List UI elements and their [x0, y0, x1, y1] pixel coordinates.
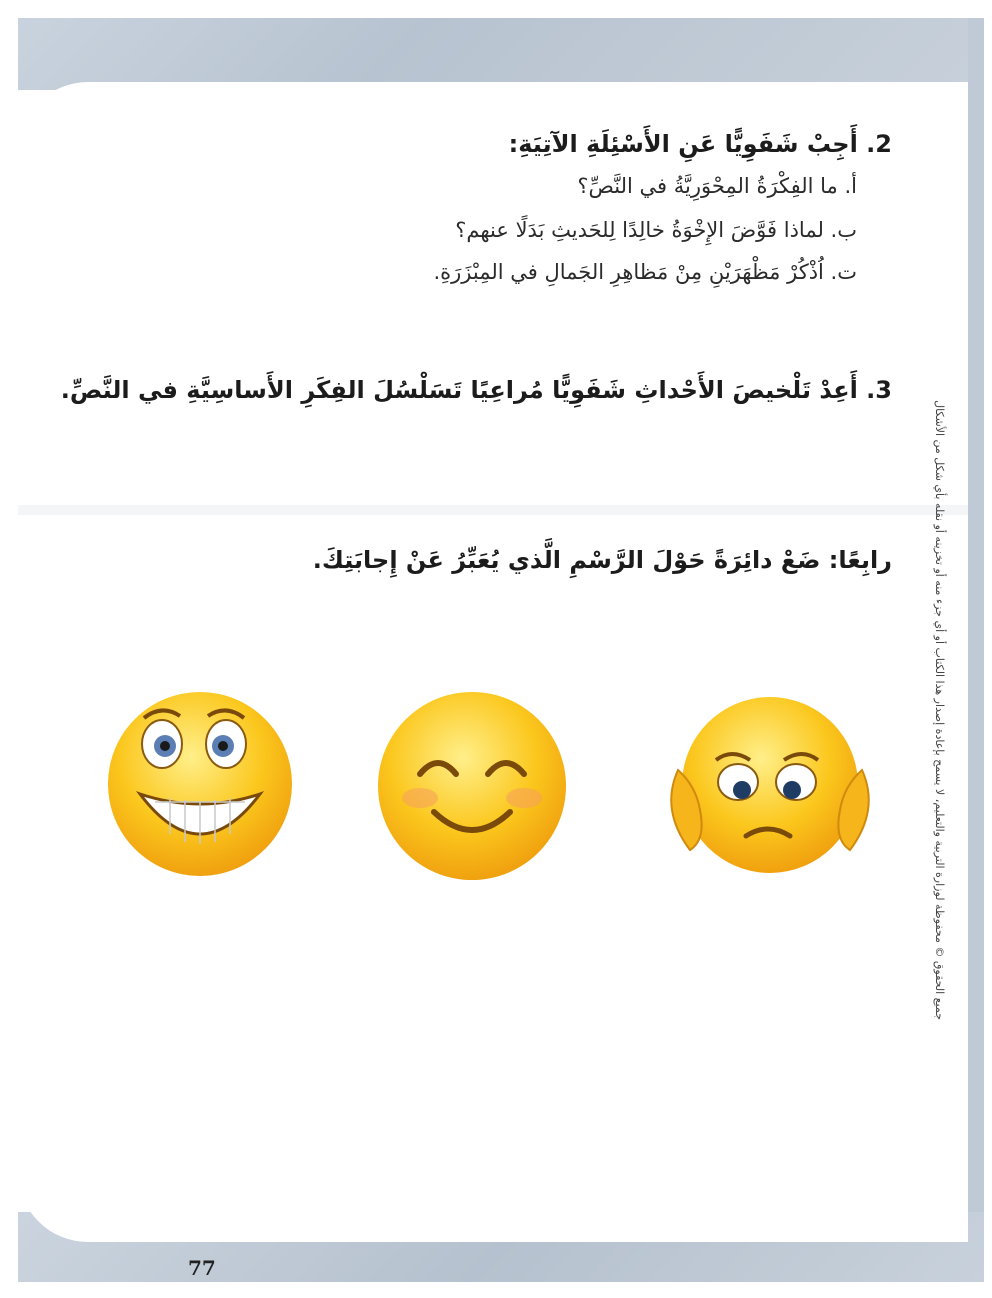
smiling-face-icon[interactable] — [372, 686, 572, 890]
page-number: 77 — [188, 1256, 216, 1280]
question-2-item-t: ت. اُذْكُرْ مَظْهَرَيْنِ مِنْ مَظاهِرِ الجَمالِ في المِبْزَرَةِ. — [433, 260, 857, 284]
question-3: 3. أَعِدْ تَلْخيصَ الأَحْداثِ شَفَوِيًّا مُراعِيًا تَسَلْسُلَ الفِكَرِ الأَساسِيَّةِ في النَّصِّ. — [60, 376, 892, 404]
question-2-item-a: أ. ما الفِكْرَةُ المِحْوَرِيَّةُ في النَّصِّ؟ — [577, 174, 857, 198]
page-divider — [18, 505, 968, 515]
question-2-title: 2. أَجِبْ شَفَوِيًّا عَنِ الأَسْئِلَةِ الآتِيَةِ: — [508, 130, 892, 158]
page-card — [18, 82, 968, 1242]
grinning-face-icon[interactable] — [100, 684, 300, 888]
question-2-item-b: ب. لماذا فَوَّضَ الإِخْوَةُ خالِدًا لِلحَديثِ بَدَلًا عنهم؟ — [455, 218, 857, 242]
worried-face-icon[interactable] — [650, 690, 890, 884]
copyright-side-note: جميع الحقوق © محفوظة لوزارة التربية والتعليم، لا يسمح بإعادة إصدار هذا الكتاب أو أي جزء منه أو تخزينه أو نقله بأي شكل من الأشكال — [933, 400, 946, 1020]
top-decorative-band — [18, 18, 974, 90]
right-decorative-band — [968, 18, 984, 1280]
section-4-instruction: رابِعًا: ضَعْ دائِرَةً حَوْلَ الرَّسْمِ الَّذي يُعَبِّرُ عَنْ إِجابَتِكَ. — [312, 546, 892, 574]
